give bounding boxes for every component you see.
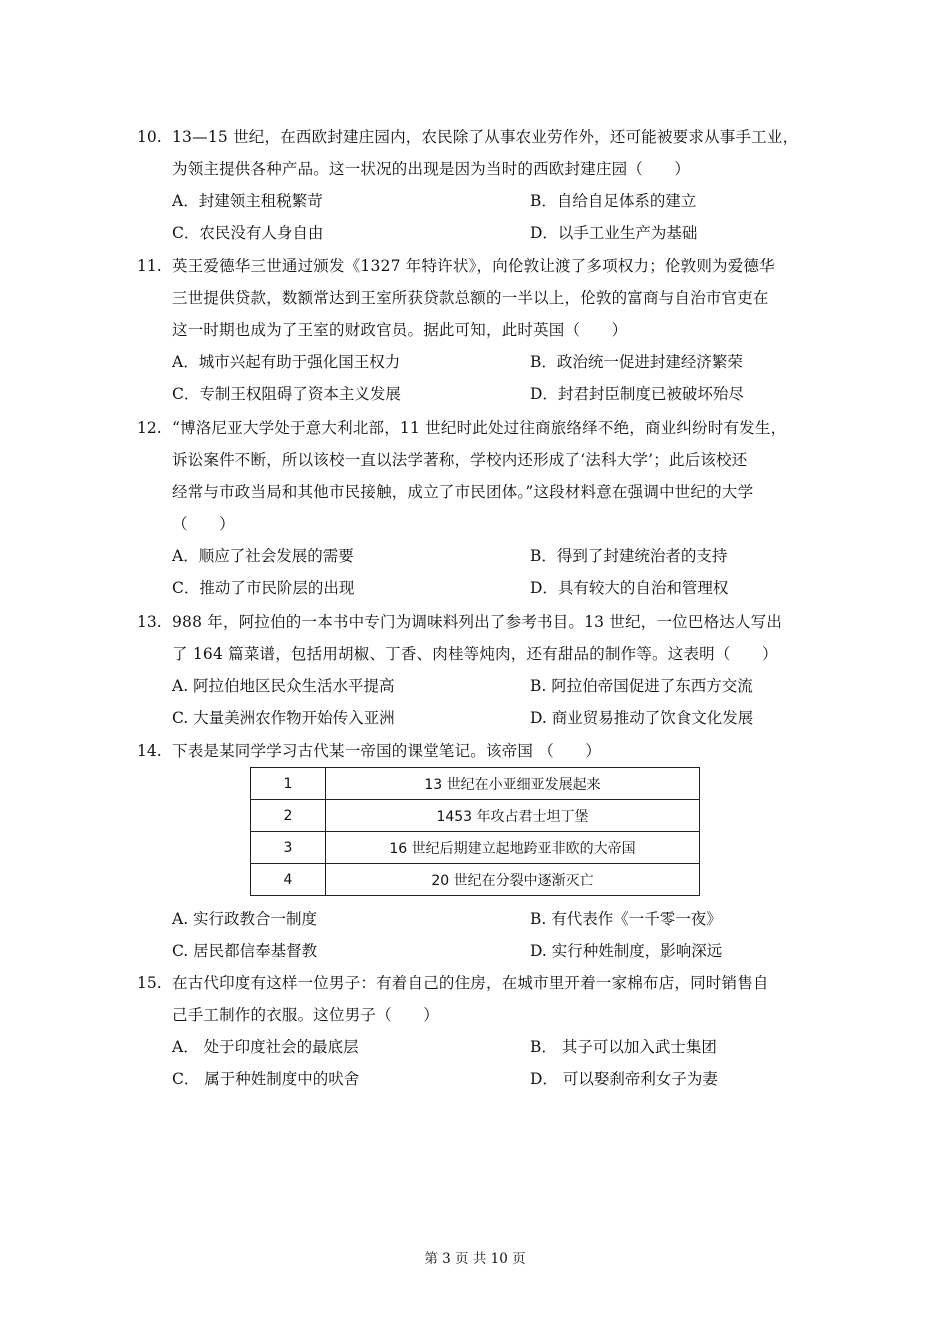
option-c: C. 大量美洲农作物开始传入亚洲	[172, 709, 395, 727]
table-cell-text: 1453 年攻占君士坦丁堡	[326, 800, 700, 832]
table-cell-index: 3	[251, 832, 326, 864]
option-d: D．以手工业生产为基础	[530, 224, 698, 242]
option-c: C．专制王权阻碍了资本主义发展	[172, 385, 401, 403]
option-a: A． 处于印度社会的最底层	[172, 1038, 359, 1056]
option-a: A．封建领主租税繁苛	[172, 192, 323, 210]
option-d: D．封君封臣制度已被破坏殆尽	[530, 385, 744, 403]
question-text-line: 英王爱德华三世通过颁发《1327 年特许状》，向伦敦让渡了多项权力；伦敦则为爱德华	[172, 257, 775, 275]
table-cell-index: 1	[251, 768, 326, 800]
question-text-line: 经常与市政当局和其他市民接触，成立了市民团体。”这段材料意在强调中世纪的大学	[172, 483, 754, 501]
option-b: B. 有代表作《一千零一夜》	[530, 910, 722, 928]
question-text-line: 诉讼案件不断，所以该校一直以法学著称，学校内还形成了‘法科大学’；此后该校还	[172, 451, 748, 469]
question-text-line: 为领主提供各种产品。这一状况的出现是因为当时的西欧封建庄园（ ）	[172, 160, 691, 178]
table-cell-text: 16 世纪后期建立起地跨亚非欧的大帝国	[326, 832, 700, 864]
option-b: B. 阿拉伯帝国促进了东西方交流	[530, 677, 753, 695]
question-text-line: 己手工制作的衣服。这位男子（ ）	[172, 1006, 439, 1024]
page-footer: 第 3 页 共 10 页	[424, 1251, 526, 1267]
table-cell-index: 4	[251, 864, 326, 896]
question-text-line: 了 164 篇菜谱，包括用胡椒、丁香、肉桂等炖肉，还有甜品的制作等。这表明（ ）	[172, 645, 778, 663]
question-text-line: 988 年，阿拉伯的一本书中专门为调味料列出了参考书目。13 世纪，一位巴格达人写出	[172, 613, 783, 631]
question-text-line: 下表是某同学学习古代某一帝国的课堂笔记。该帝国 （ ）	[172, 742, 602, 760]
question-number: 12.	[137, 419, 162, 437]
option-a: A．城市兴起有助于强化国王权力	[172, 353, 401, 371]
option-c: C． 属于种姓制度中的吠舍	[172, 1070, 360, 1088]
option-c: C．推动了市民阶层的出现	[172, 579, 355, 597]
table-row	[251, 864, 700, 896]
table-row	[251, 832, 700, 864]
option-a: A．顺应了社会发展的需要	[172, 547, 354, 565]
question-number: 13.	[137, 613, 162, 631]
question-text-line: 三世提供贷款，数额常达到王室所获贷款总额的一半以上，伦敦的富商与自治市官吏在	[172, 289, 769, 307]
table-cell-index: 2	[251, 800, 326, 832]
table-cell-text: 13 世纪在小亚细亚发展起来	[326, 768, 700, 800]
table-row	[251, 768, 700, 800]
option-b: B． 其子可以加入武士集团	[530, 1038, 717, 1056]
option-d: D. 商业贸易推动了饮食文化发展	[530, 709, 754, 727]
question-number: 10.	[137, 128, 162, 146]
option-d: D． 可以娶刹帝利女子为妻	[530, 1070, 718, 1088]
question-text-line: 这一时期也成为了王室的财政官员。据此可知，此时英国（ ）	[172, 321, 628, 339]
option-c: C．农民没有人身自由	[172, 224, 324, 242]
question-number: 14.	[137, 742, 162, 760]
question-text-line: 13—15 世纪，在西欧封建庄园内，农民除了从事农业劳作外，还可能被要求从事手工业，	[172, 128, 799, 146]
table-cell-text: 20 世纪在分裂中逐渐灭亡	[326, 864, 700, 896]
table-row	[251, 800, 700, 832]
option-d: D．具有较大的自治和管理权	[530, 579, 729, 597]
notes-table	[250, 767, 700, 896]
option-c: C. 居民都信奉基督教	[172, 942, 318, 960]
question-text-line: “博洛尼亚大学处于意大利北部，11 世纪时此处过往商旅络绎不绝，商业纠纷时有发生，	[172, 419, 787, 437]
option-a: A. 阿拉伯地区民众生活水平提高	[172, 677, 395, 695]
question-text-line: （ ）	[172, 515, 235, 533]
question-number: 11.	[137, 257, 162, 275]
option-b: B．自给自足体系的建立	[530, 192, 697, 210]
option-b: B．得到了封建统治者的支持	[530, 547, 728, 565]
question-text-line: 在古代印度有这样一位男子：有着自己的住房，在城市里开着一家棉布店，同时销售自	[172, 974, 769, 992]
question-number: 15.	[137, 974, 162, 992]
option-b: B．政治统一促进封建经济繁荣	[530, 353, 743, 371]
option-d: D. 实行种姓制度，影响深远	[530, 942, 723, 960]
option-a: A. 实行政教合一制度	[172, 910, 318, 928]
